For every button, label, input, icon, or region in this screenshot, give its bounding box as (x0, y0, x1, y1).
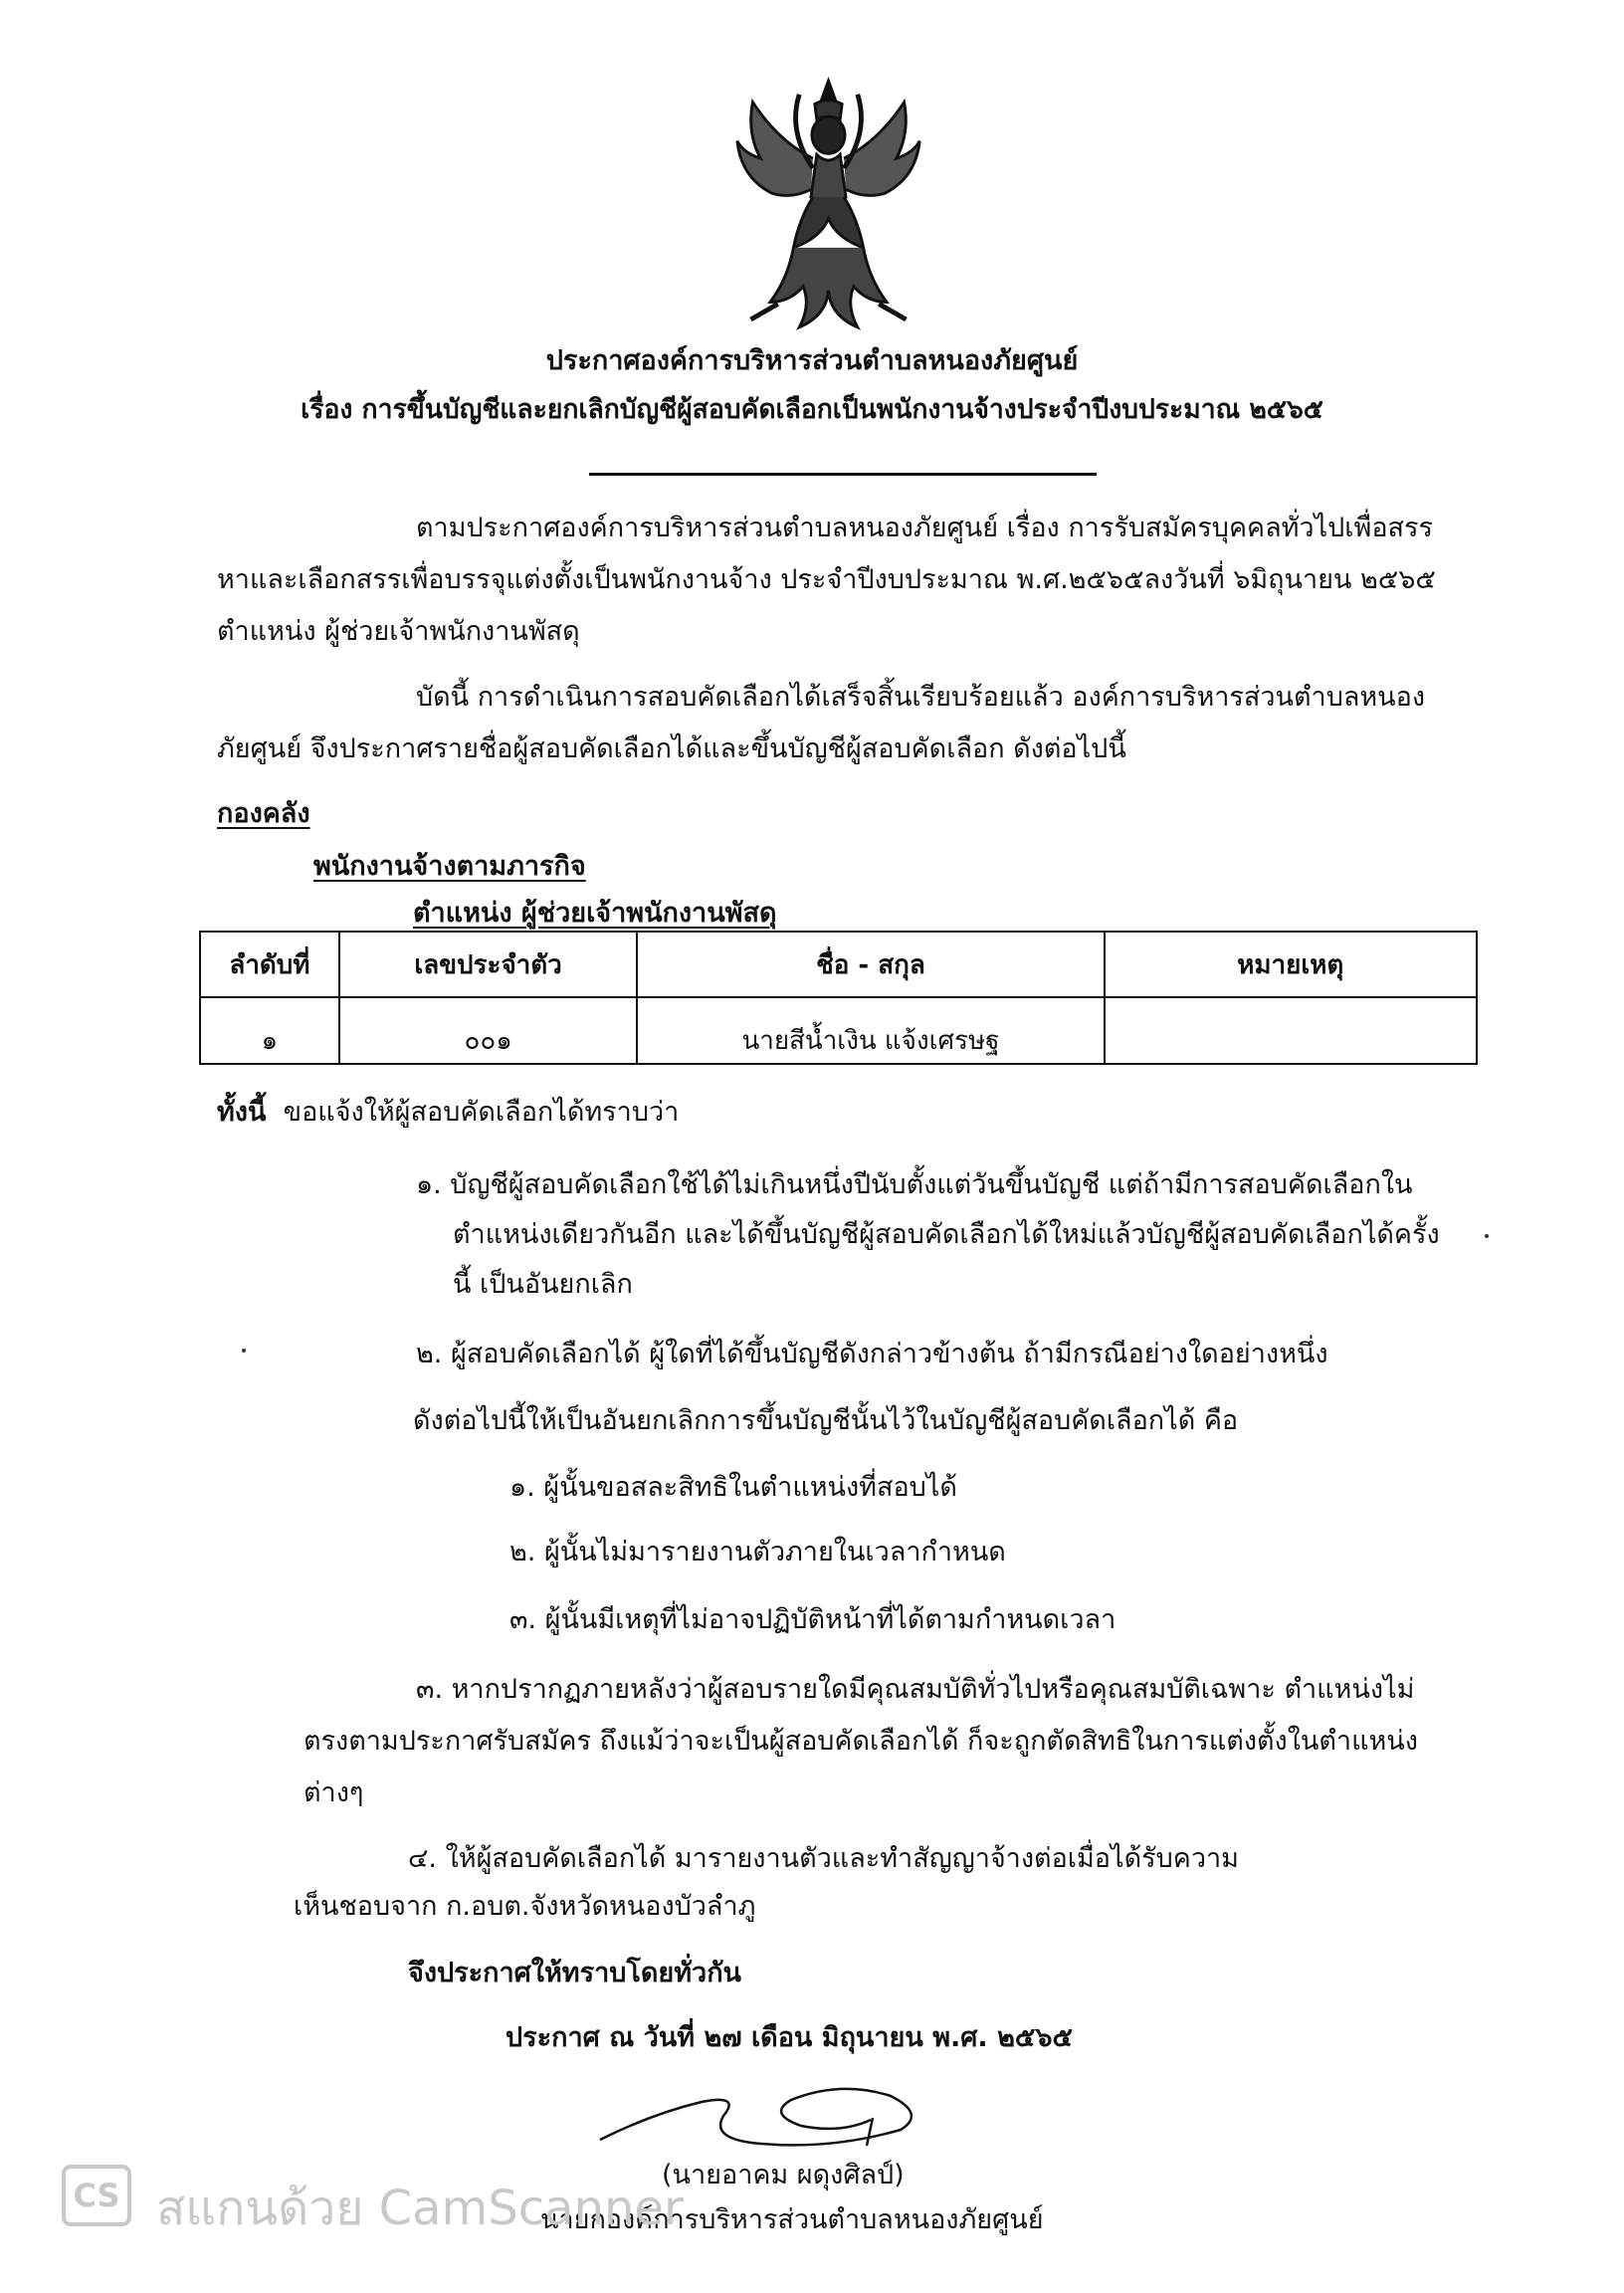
col-header-id: เลขประจำตัว (339, 932, 638, 997)
notice-sub-item-1: ๑. ผู้นั้นขอสละสิทธิในตำแหน่งที่สอบได้ (509, 1472, 957, 1503)
intro-paragraph-1-line-2: หาและเลือกสรรเพื่อบรรจุแต่งตั้งเป็นพนักงานจ้าง ประจำปีงบประมาณ พ.ศ.๒๕๖๕ลงวันที่ ๖มิถุนายน ๒๕๖๕ (217, 564, 1436, 595)
announcement-date: ประกาศ ณ วันที่ ๒๗ เดือน มิถุนายน พ.ศ. ๒๕๖๕ (506, 2022, 1073, 2053)
notice-lead-text: ขอแจ้งให้ผู้สอบคัดเลือกได้ทราบว่า (283, 1097, 680, 1128)
announcement-title: ประกาศองค์การบริหารส่วนตำบลหนองภัยศูนย์ (545, 345, 1079, 376)
scan-speck (242, 1349, 246, 1353)
notice-item-3-line-1: ๓. หากปรากฏภายหลังว่าผู้สอบรายใดมีคุณสมบัติทั่วไปหรือคุณสมบัติเฉพาะ ตำแหน่งไม่ (416, 1674, 1415, 1705)
result-table (199, 931, 1478, 1065)
notice-item-2-line-2: ดังต่อไปนี้ให้เป็นอันยกเลิกการขึ้นบัญชีนั้นไว้ในบัญชีผู้สอบคัดเลือกได้ คือ (413, 1405, 1239, 1436)
scan-speck (1485, 1234, 1489, 1238)
notice-lead (217, 1090, 679, 1133)
notice-item-4-line-2: เห็นชอบจาก ก.อบต.จังหวัดหนองบัวลำภู (294, 1891, 756, 1922)
staff-type-heading: พนักงานจ้างตามภารกิจ (313, 851, 586, 882)
notice-lead-bold: ทั้งนี้ (217, 1097, 267, 1128)
notice-sub-item-3: ๓. ผู้นั้นมีเหตุที่ไม่อาจปฏิบัติหน้าที่ได้ตามกำหนดเวลา (509, 1604, 1116, 1635)
notice-sub-item-2: ๒. ผู้นั้นไม่มารายงานตัวภายในเวลากำหนด (509, 1537, 1006, 1567)
intro-paragraph-2-line-2: ภัยศูนย์ จึงประกาศรายชื่อผู้สอบคัดเลือกได้และขึ้นบัญชีผู้สอบคัดเลือก ดังต่อไปนี้ (217, 733, 1126, 764)
notice-item-3-line-3: ต่างๆ (304, 1777, 364, 1808)
cell-id: ๐๐๑ (339, 997, 638, 1064)
notice-item-1-line-2: ตำแหน่งเดียวกันอีก และได้ขึ้นบัญชีผู้สอบคัดเลือกได้ใหม่แล้วบัญชีผู้สอบคัดเลือกได้ครั้ง (453, 1219, 1440, 1250)
closing-announce: จึงประกาศให้ทราบโดยทั่วกัน (408, 1958, 741, 1988)
cell-remark (1105, 997, 1477, 1064)
col-header-name: ชื่อ - สกุล (637, 932, 1104, 997)
garuda-emblem (731, 70, 925, 338)
table-row (200, 997, 1477, 1064)
intro-paragraph-1-line-3: ตำแหน่ง ผู้ช่วยเจ้าพนักงานพัสดุ (217, 616, 580, 647)
notice-item-4-line-1: ๔. ให้ผู้สอบคัดเลือกได้ มารายงานตัวและทำสัญญาจ้างต่อเมื่อได้รับความ (408, 1843, 1239, 1874)
col-header-remark: หมายเหตุ (1105, 932, 1477, 997)
intro-paragraph-2-line-1: บัดนี้ การดำเนินการสอบคัดเลือกได้เสร็จสิ้นเรียบร้อยแล้ว องค์การบริหารส่วนตำบลหนอง (416, 682, 1426, 713)
notice-item-2-line-1: ๒. ผู้สอบคัดเลือกได้ ผู้ใดที่ได้ขึ้นบัญชีดังกล่าวข้างต้น ถ้ามีกรณีอย่างใดอย่างหนึ่ง (416, 1339, 1328, 1369)
signatory-title: นายกองค์การบริหารส่วนตำบลหนองภัยศูนย์ (540, 2204, 1044, 2235)
table-header-row (200, 932, 1477, 997)
notice-item-3-line-2: ตรงตามประกาศรับสมัคร ถึงแม้ว่าจะเป็นผู้สอบคัดเลือกได้ ก็จะถูกตัดสิทธิในการแต่งตั้งในตำแหน่ง (304, 1726, 1418, 1757)
announcement-subject: เรื่อง การขึ้นบัญชีและยกเลิกบัญชีผู้สอบคัดเลือกเป็นพนักงานจ้างประจำปีงบประมาณ ๒๕๖๕ (301, 394, 1323, 425)
signatory-name: (นายอาคม ผดุงศิลป์) (662, 2160, 905, 2190)
intro-paragraph-1-line-1: ตามประกาศองค์การบริหารส่วนตำบลหนองภัยศูนย์ เรื่อง การรับสมัครบุคคลทั่วไปเพื่อสรร (416, 513, 1434, 543)
title-divider (589, 473, 1097, 476)
camscanner-text: สแกนด้วย CamScanner (156, 2181, 684, 2236)
cell-order: ๑ (200, 997, 339, 1064)
division-heading: กองคลัง (217, 798, 310, 829)
position-heading: ตำแหน่ง ผู้ช่วยเจ้าพนักงานพัสดุ (413, 898, 777, 929)
camscanner-logo-icon: CS (62, 2165, 131, 2226)
col-header-order: ลำดับที่ (200, 932, 339, 997)
notice-item-1-line-3: นี้ เป็นอันยกเลิก (453, 1269, 633, 1300)
cell-name: นายสีน้ำเงิน แจ้งเศรษฐ (637, 997, 1104, 1064)
notice-item-1-line-1: ๑. บัญชีผู้สอบคัดเลือกใช้ได้ไม่เกินหนึ่งปีนับตั้งแต่วันขึ้นบัญชี แต่ถ้ามีการสอบคัดเลือกใน (416, 1169, 1413, 1200)
